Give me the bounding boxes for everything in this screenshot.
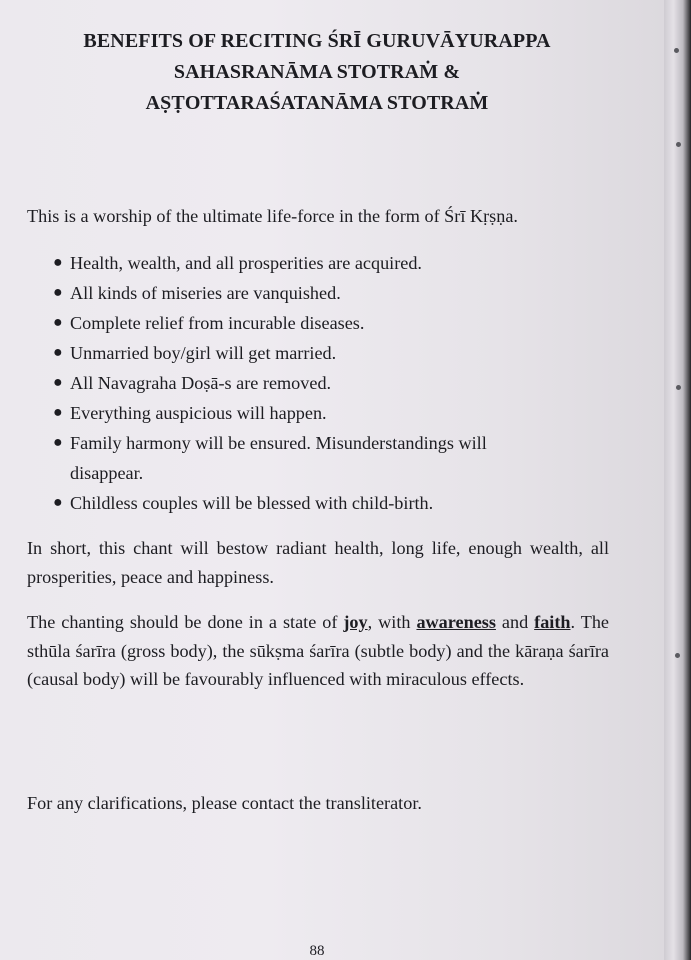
edge-mark bbox=[674, 48, 679, 53]
benefits-list bbox=[0, 248, 620, 518]
edge-mark bbox=[676, 385, 681, 390]
list-item bbox=[0, 338, 620, 368]
title-line-1: BENEFITS OF RECITING ŚRĪ GURUVĀYURAPPA bbox=[83, 30, 551, 52]
edge-mark bbox=[676, 142, 681, 147]
list-item bbox=[0, 488, 620, 518]
list-item-continuation bbox=[0, 458, 620, 488]
list-item-text: Health, wealth, and all prosperities are acquired. bbox=[70, 253, 422, 273]
bullet-icon: ● bbox=[53, 314, 63, 331]
list-item bbox=[0, 248, 620, 278]
list-item-text: Unmarried boy/girl will get married. bbox=[70, 343, 337, 363]
list-item-text: disappear. bbox=[70, 463, 144, 483]
list-item bbox=[0, 308, 620, 338]
list-item-text: All Navagraha Doṣā-s are removed. bbox=[70, 373, 332, 393]
list-item bbox=[0, 278, 620, 308]
list-item-text: All kinds of miseries are vanquished. bbox=[70, 283, 341, 303]
chanting-text-3: and bbox=[495, 612, 535, 632]
list-item bbox=[0, 398, 620, 428]
emphasis-awareness: awareness bbox=[416, 612, 496, 632]
bullet-icon: ● bbox=[53, 494, 63, 511]
list-item-text: Childless couples will be blessed with child-birth. bbox=[70, 493, 434, 513]
title-line-3: AṢṬOTTARAŚATANĀMA STOTRAṀ bbox=[145, 92, 489, 114]
page-edge bbox=[664, 0, 691, 960]
list-item bbox=[0, 368, 620, 398]
bullet-icon: ● bbox=[53, 434, 63, 451]
chanting-text-1: The chanting should be done in a state of bbox=[27, 612, 344, 632]
bullet-icon: ● bbox=[53, 254, 63, 271]
title-line-2: SAHASRANĀMA STOTRAṀ & bbox=[173, 61, 461, 83]
list-item-text: Family harmony will be ensured. Misunderstandings will bbox=[70, 433, 487, 453]
bullet-icon: ● bbox=[53, 374, 63, 391]
emphasis-joy: joy bbox=[343, 612, 368, 632]
list-item-text: Complete relief from incurable diseases. bbox=[70, 313, 365, 333]
chanting-text-2: , with bbox=[367, 612, 417, 632]
contact-note: For any clarifications, please contact the transliterator. bbox=[27, 793, 422, 813]
bullet-icon: ● bbox=[53, 284, 63, 301]
bullet-icon: ● bbox=[53, 404, 63, 421]
list-item bbox=[0, 428, 620, 458]
page-title bbox=[0, 26, 634, 119]
chanting-paragraph bbox=[27, 608, 609, 694]
bullet-icon: ● bbox=[53, 344, 63, 361]
summary-paragraph: In short, this chant will bestow radiant health, long life, enough wealth, all prosperities, peace and happiness. bbox=[27, 538, 609, 587]
emphasis-faith: faith bbox=[534, 612, 571, 632]
chanting-text-4: . The sthūla śarīra (gross body), the sūkṣma śarīra (subtle body) and the kāraṇa śarīra (causal body) will be favourably influenced with miraculous effects. bbox=[27, 612, 609, 689]
page-number: 88 bbox=[309, 943, 325, 959]
list-item-text: Everything auspicious will happen. bbox=[70, 403, 327, 423]
intro-text: This is a worship of the ultimate life-force in the form of Śrī Kṛṣṇa. bbox=[27, 206, 518, 226]
edge-mark bbox=[675, 653, 680, 658]
